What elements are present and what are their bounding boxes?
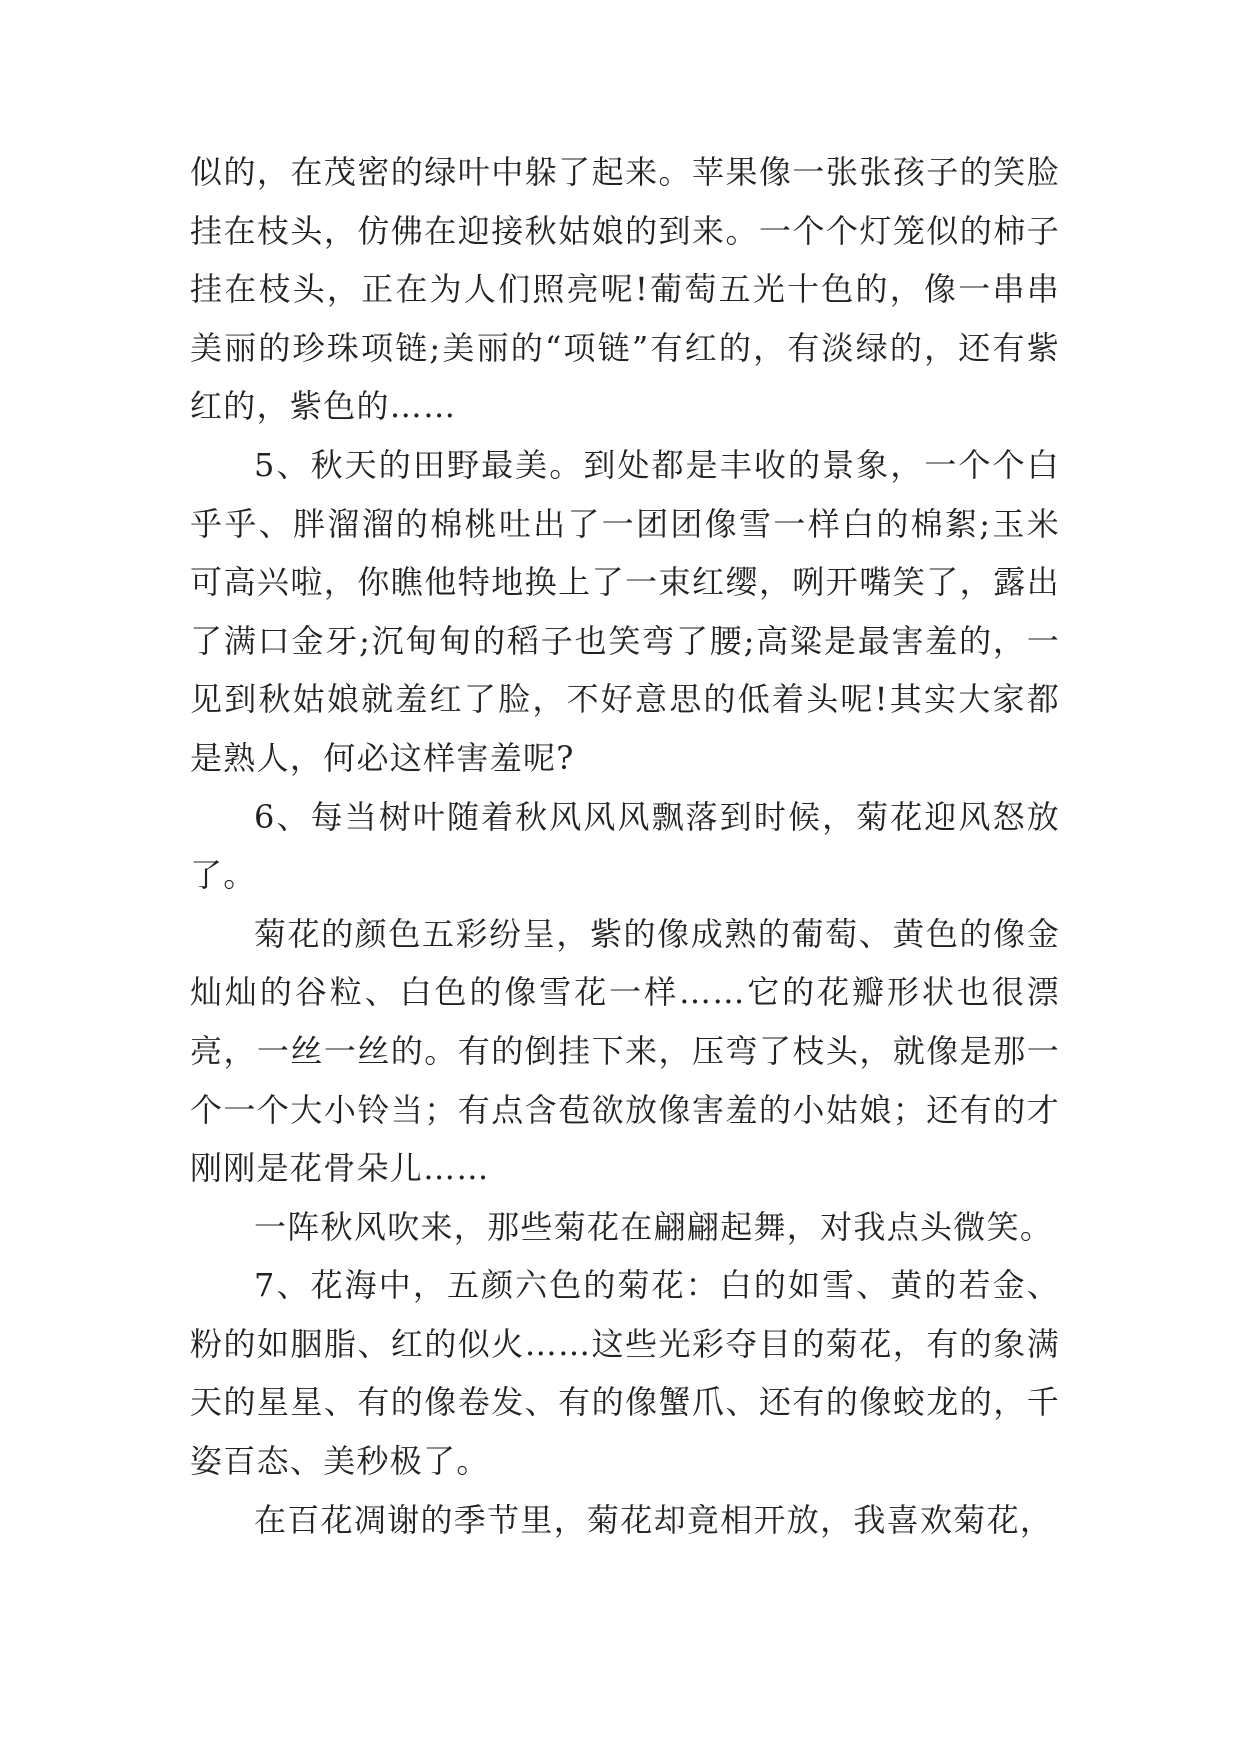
paragraph-flower-sea: 7、花海中，五颜六色的菊花：白的如雪、黄的若金、粉的如胭脂、红的似火……这些光彩夺目的菊花，有的象满天的星星、有的像卷发、有的像蟹爪、还有的像蛟龙的，千姿百态、美秒极了。 <box>190 1266 1060 1481</box>
paragraph-chrysanthemum-intro: 6、每当树叶随着秋风风风飘落到时候，菊花迎风怒放了。 <box>190 797 1060 895</box>
paragraph-chrysanthemum-colors: 菊花的颜色五彩纷呈，紫的像成熟的葡萄、黄色的像金灿灿的谷粒、白色的像雪花一样……它的花瓣形状也很漂亮，一丝一丝的。有的倒挂下来，压弯了枝头，就像是那一个一个大小铃当；有点含苞欲放像害羞的小姑娘；还有的才刚刚是花骨朵儿…… <box>190 914 1060 1188</box>
paragraph-fields: 5、秋天的田野最美。到处都是丰收的景象，一个个白乎乎、胖溜溜的棉桃吐出了一团团像雪一样白的棉絮;玉米可高兴啦，你瞧他特地换上了一束红缨，咧开嘴笑了，露出了满口金牙;沉甸甸的稻子也笑弯了腰;高粱是最害羞的，一见到秋姑娘就羞红了脸，不好意思的低着头呢!其实大家都是熟人，何必这样害羞呢? <box>190 445 1060 777</box>
paragraph-fruits: 似的，在茂密的绿叶中躲了起来。苹果像一张张孩子的笑脸挂在枝头，仿佛在迎接秋姑娘的到来。一个个灯笼似的柿子挂在枝头，正在为人们照亮呢!葡萄五光十色的，像一串串美丽的珍珠项链;美丽的“项链”有红的，有淡绿的，还有紫红的，紫色的…… <box>190 153 1060 426</box>
paragraph-autumn-wind: 一阵秋风吹来，那些菊花在翩翩起舞，对我点头微笑。 <box>254 1207 1054 1246</box>
paragraph-season: 在百花凋谢的季节里，菊花却竟相开放，我喜欢菊花， <box>254 1500 1054 1539</box>
document-body <box>190 143 1060 1549</box>
